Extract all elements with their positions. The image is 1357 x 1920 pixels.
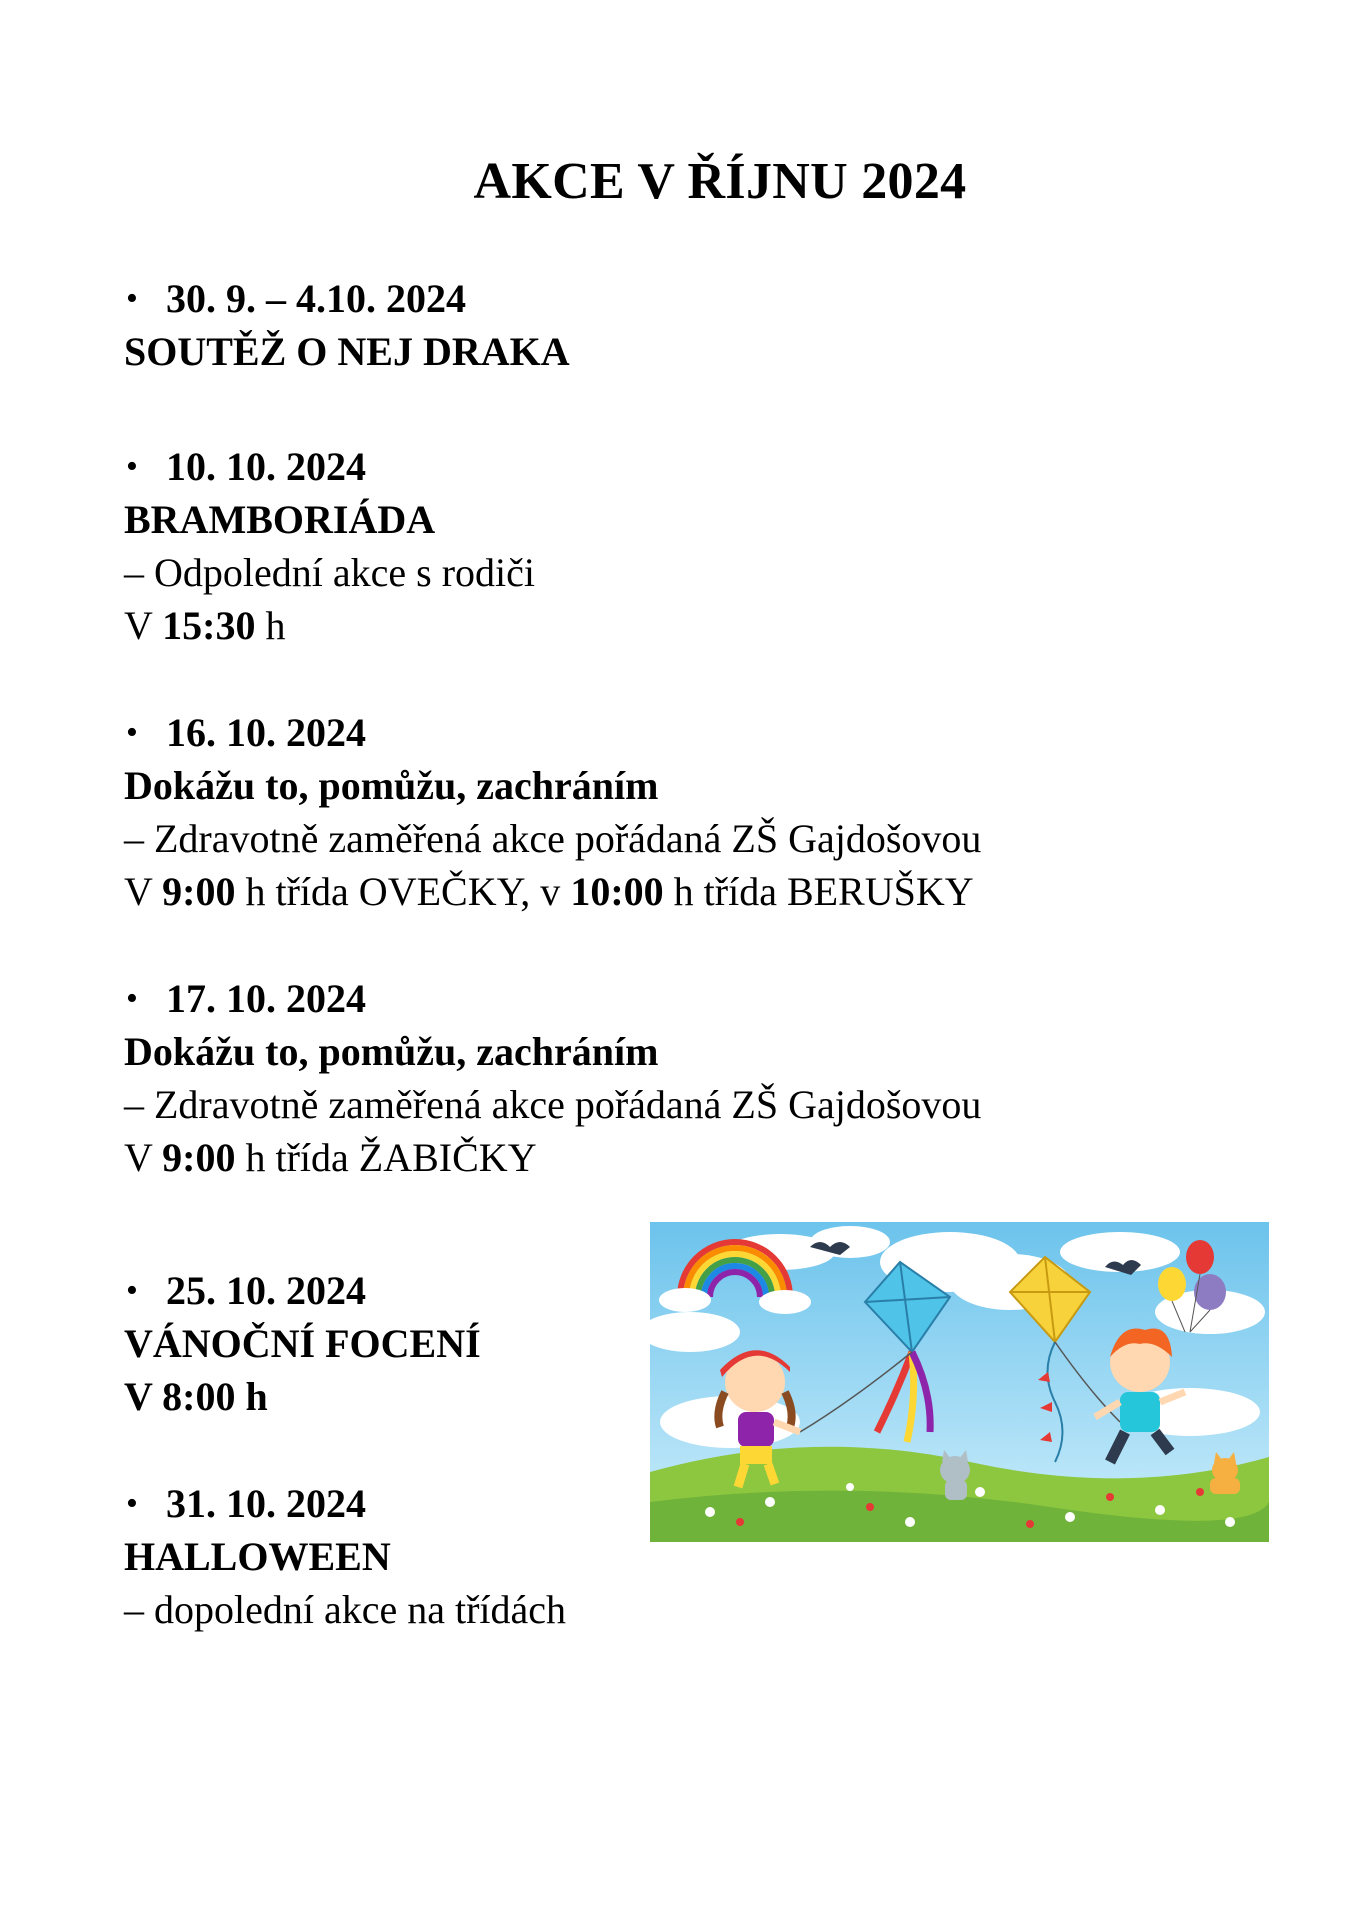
event-name: Dokážu to, pomůžu, zachráním [124, 763, 659, 808]
event-description: – Zdravotně zaměřená akce pořádaná ZŠ Gajdošovou [124, 816, 982, 861]
event-item [124, 440, 535, 652]
bullet-icon: • [126, 980, 138, 1017]
event-date: • 10. 10. 2024 [124, 440, 535, 493]
event-item [124, 972, 981, 1184]
event-name: SOUTĚŽ O NEJ DRAKA [124, 329, 570, 374]
event-name: VÁNOČNÍ FOCENÍ [124, 1321, 481, 1366]
event-item [124, 272, 570, 378]
event-item [124, 1477, 566, 1636]
event-date: • 30. 9. – 4.10. 2024 [124, 272, 570, 325]
bullet-icon: • [126, 1272, 138, 1309]
event-date: • 31. 10. 2024 [124, 1477, 566, 1530]
event-time: V 15:30 h [124, 603, 286, 648]
event-date: • 25. 10. 2024 [124, 1264, 481, 1317]
event-name: HALLOWEEN [124, 1534, 391, 1579]
event-item [124, 706, 981, 918]
bullet-icon: • [126, 1485, 138, 1522]
event-description: – Odpolední akce s rodiči [124, 550, 535, 595]
bullet-icon: • [126, 280, 138, 317]
event-time: V 9:00 h třída ŽABIČKY [124, 1135, 537, 1180]
event-description: – Zdravotně zaměřená akce pořádaná ZŠ Gajdošovou [124, 1082, 982, 1127]
bullet-icon: • [126, 714, 138, 751]
event-name: Dokážu to, pomůžu, zachráním [124, 1029, 659, 1074]
page-title: AKCE V ŘÍJNU 2024 [473, 153, 967, 210]
bullet-icon: • [126, 448, 138, 485]
event-time: V 8:00 h [124, 1374, 268, 1419]
kites-illustration [650, 1222, 1269, 1542]
event-time: V 9:00 h třída OVEČKY, v 10:00 h třída BERUŠKY [124, 869, 974, 914]
event-description: – dopolední akce na třídách [124, 1587, 567, 1632]
event-name: BRAMBORIÁDA [124, 497, 436, 542]
event-date: • 16. 10. 2024 [124, 706, 981, 759]
event-item [124, 1264, 481, 1423]
event-date: • 17. 10. 2024 [124, 972, 981, 1025]
